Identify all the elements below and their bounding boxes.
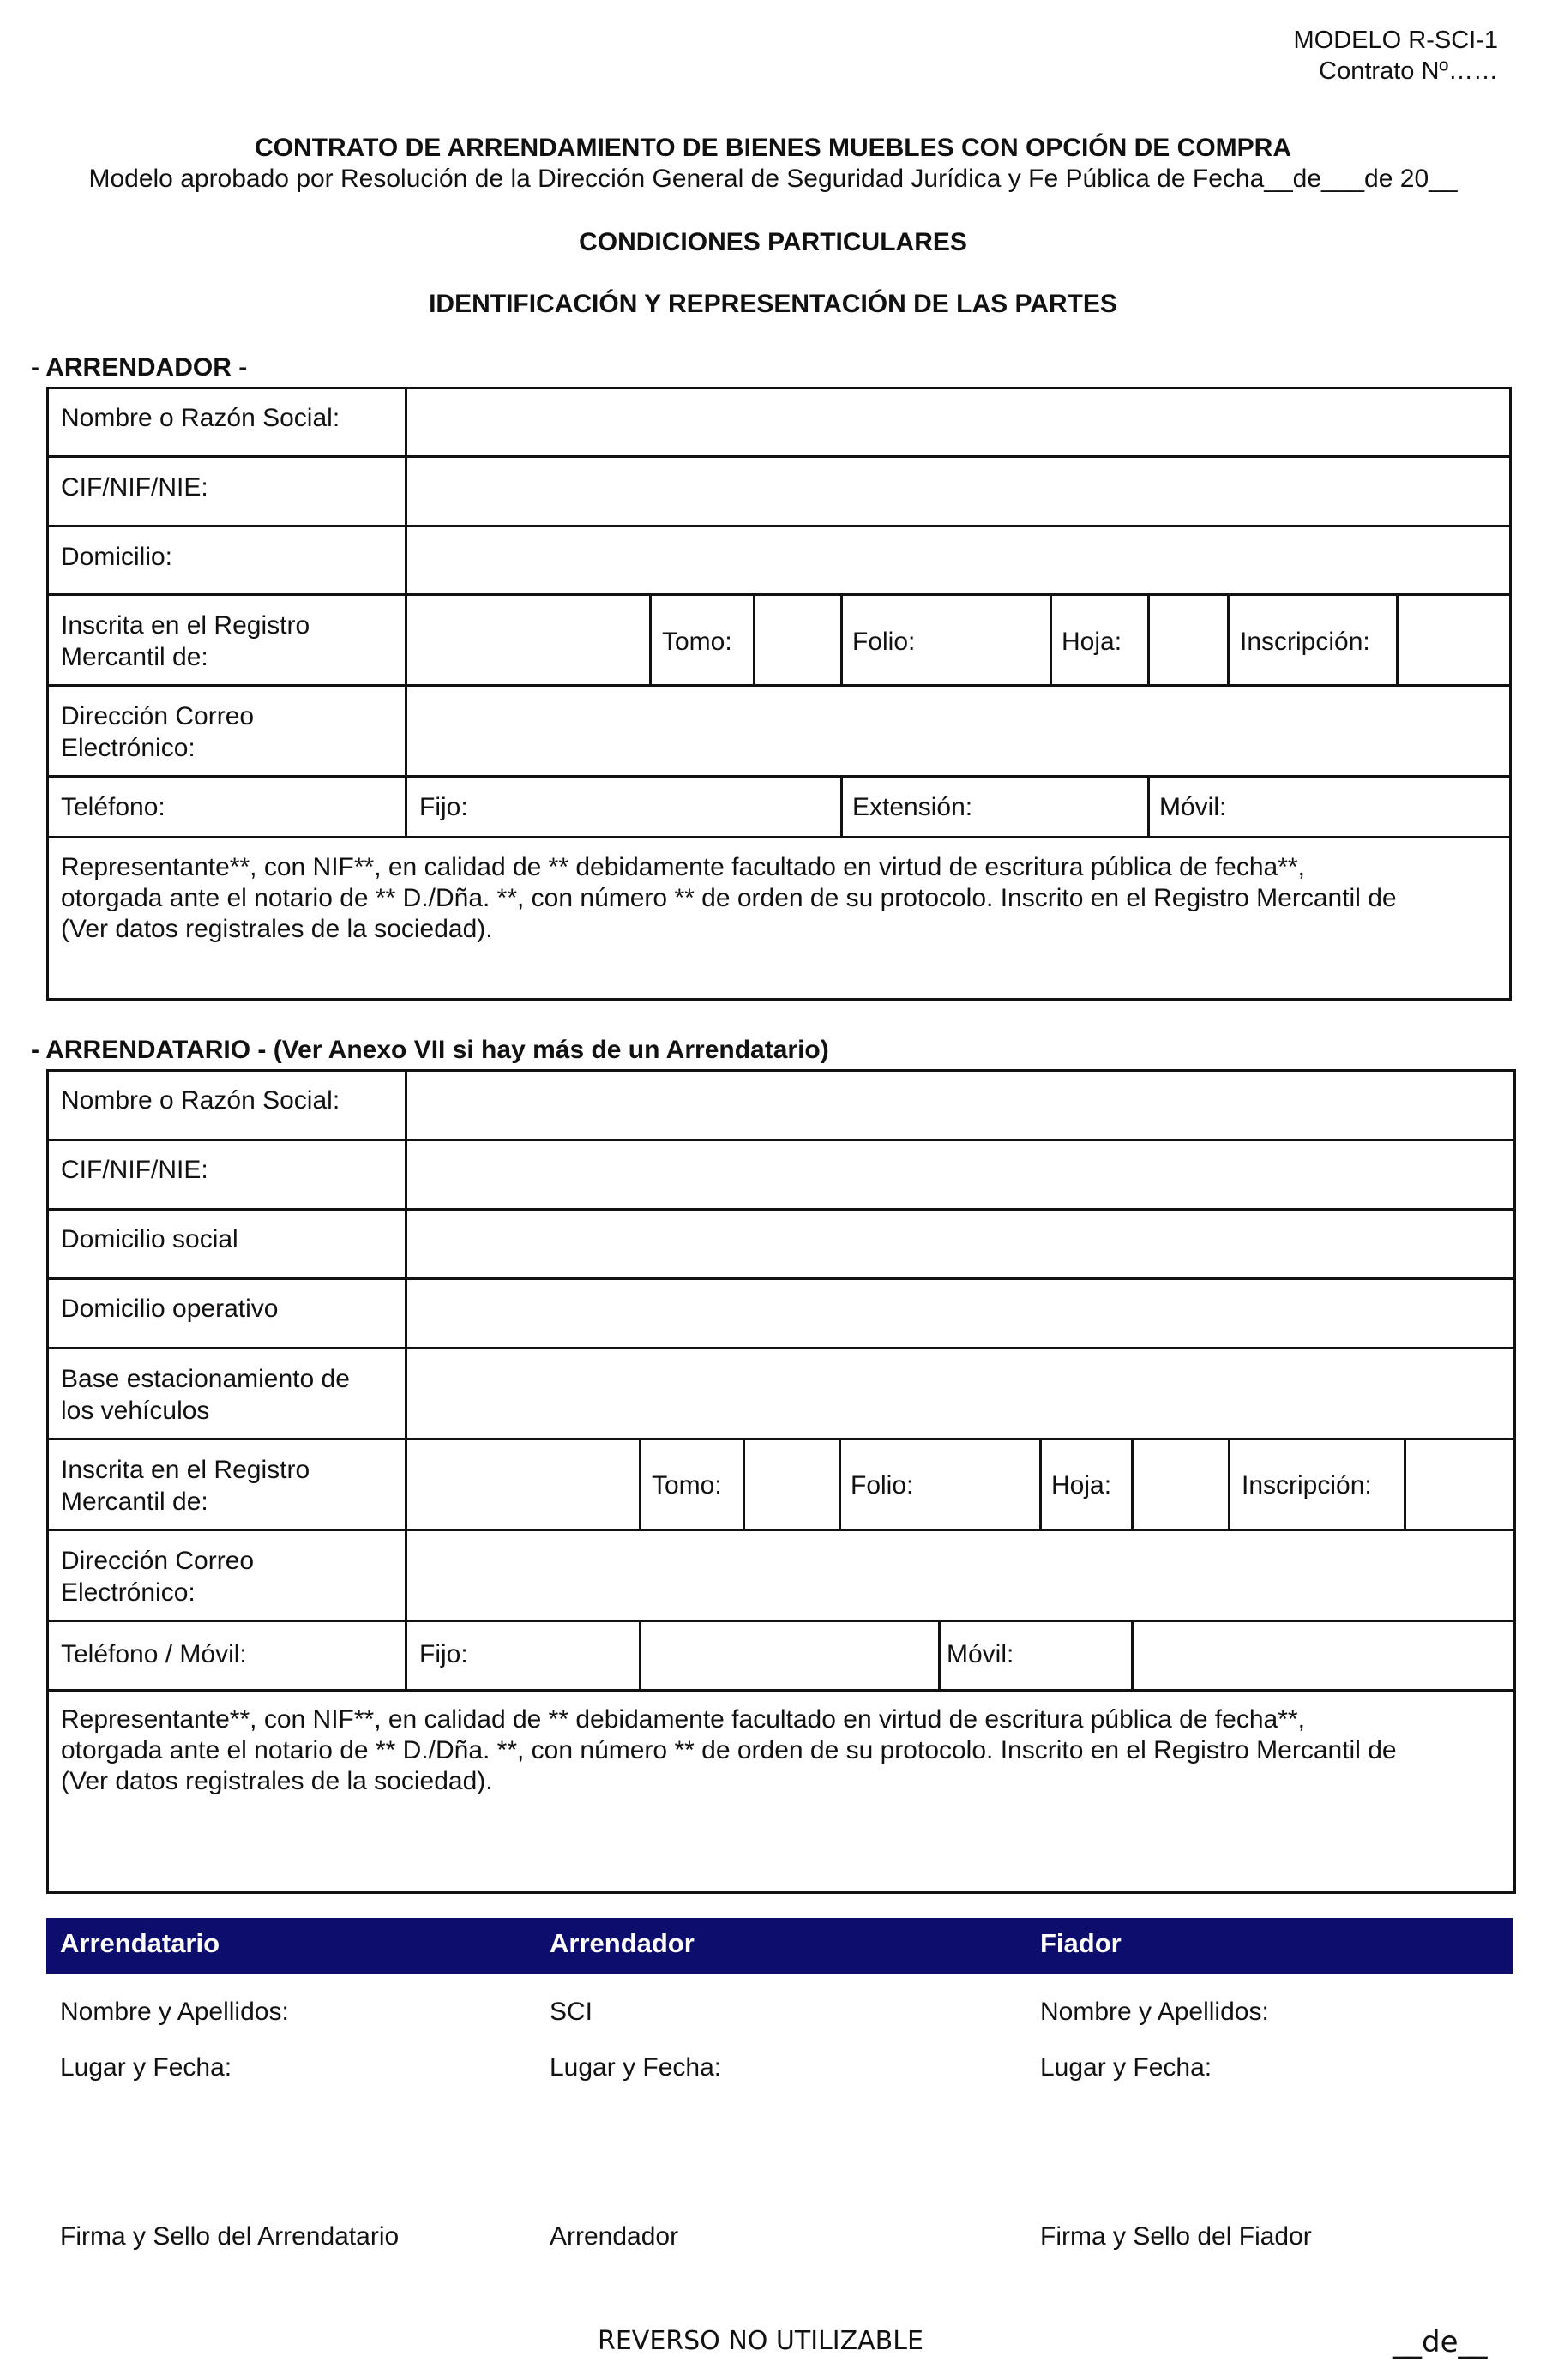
arrendador-folio-label: Folio:: [852, 628, 916, 656]
arrendador-section-label: - ARRENDADOR -: [31, 353, 248, 382]
signature-fiador-sign[interactable]: Firma y Sello del Fiador: [1040, 2222, 1312, 2251]
arrendador-representante-line-2: otorgada ante el notario de ** D./Dña. **, con número ** de orden de su protocolo. Inscrito en el Registro Mercantil de: [61, 884, 1397, 912]
arrendatario-email-field[interactable]: [408, 1531, 1513, 1620]
signature-arrendatario-sign[interactable]: Firma y Sello del Arrendatario: [60, 2222, 400, 2251]
arrendador-tomo-field[interactable]: [755, 596, 840, 684]
arrendador-hoja-field[interactable]: [1150, 596, 1227, 684]
arrendatario-name-label: Nombre o Razón Social:: [61, 1086, 340, 1115]
arrendatario-cif-field[interactable]: [408, 1141, 1513, 1208]
arrendatario-registro-label-1: Inscrita en el Registro: [61, 1456, 310, 1484]
arrendador-domicilio-label: Domicilio:: [61, 543, 173, 571]
arrendador-email-label-1: Dirección Correo: [61, 702, 255, 730]
signature-arrendador-sign[interactable]: Arrendador: [550, 2222, 679, 2251]
arrendador-registro-label-1: Inscrita en el Registro: [61, 611, 310, 640]
identification-heading: IDENTIFICACIÓN Y REPRESENTACIÓN DE LAS PARTES: [429, 290, 1117, 318]
arrendador-movil-field[interactable]: Móvil:: [1159, 793, 1227, 821]
conditions-heading: CONDICIONES PARTICULARES: [579, 228, 967, 256]
signature-col-arrendador-heading: Arrendador: [550, 1928, 695, 1958]
arrendatario-tomo-label: Tomo:: [652, 1471, 722, 1500]
arrendador-representante-line-1: Representante**, con NIF**, en calidad de ** debidamente facultado en virtud de escritura pública de fecha**,: [61, 853, 1305, 881]
arrendatario-movil-label: Móvil:: [947, 1640, 1014, 1668]
arrendatario-base-field[interactable]: [408, 1349, 1513, 1438]
arrendatario-base-label-2: los vehículos: [61, 1397, 210, 1425]
signature-col-arrendatario-heading: Arrendatario: [60, 1928, 220, 1958]
arrendatario-fijo-label: Fijo:: [419, 1640, 468, 1668]
arrendador-email-field[interactable]: [408, 687, 1509, 775]
arrendador-name-label: Nombre o Razón Social:: [61, 404, 340, 432]
arrendatario-domicilio-operativo-label: Domicilio operativo: [61, 1295, 279, 1323]
page-number: __de__: [1393, 2325, 1488, 2359]
arrendador-cif-field[interactable]: [408, 458, 1509, 525]
arrendador-domicilio-field[interactable]: [408, 527, 1509, 593]
arrendatario-fijo-field[interactable]: [641, 1622, 938, 1689]
arrendatario-domicilio-operativo-field[interactable]: [408, 1280, 1513, 1347]
arrendador-cif-label: CIF/NIF/NIE:: [61, 473, 208, 502]
signature-arrendador-name: SCI: [550, 1998, 593, 2026]
arrendatario-section-label: - ARRENDATARIO - (Ver Anexo VII si hay más de un Arrendatario): [31, 1036, 829, 1064]
signature-arrendatario-name[interactable]: Nombre y Apellidos:: [60, 1998, 289, 2026]
arrendatario-hoja-label: Hoja:: [1051, 1471, 1112, 1500]
signature-fiador-place[interactable]: Lugar y Fecha:: [1040, 2053, 1212, 2082]
arrendatario-folio-label: Folio:: [851, 1471, 914, 1500]
arrendador-registro-label-2: Mercantil de:: [61, 643, 208, 671]
arrendador-representante-line-3: (Ver datos registrales de la sociedad).: [61, 915, 493, 943]
arrendador-hoja-label: Hoja:: [1062, 628, 1122, 656]
signature-arrendador-place[interactable]: Lugar y Fecha:: [550, 2053, 722, 2082]
contract-number: Contrato Nº……: [1319, 57, 1498, 85]
arrendatario-inscripcion-field[interactable]: [1406, 1440, 1513, 1529]
arrendador-registro-field[interactable]: [408, 596, 649, 684]
arrendatario-representante-line-1: Representante**, con NIF**, en calidad de ** debidamente facultado en virtud de escritura pública de fecha**,: [61, 1705, 1305, 1734]
arrendador-inscripcion-label: Inscripción:: [1240, 628, 1370, 656]
arrendatario-cif-label: CIF/NIF/NIE:: [61, 1156, 208, 1184]
signature-arrendatario-place[interactable]: Lugar y Fecha:: [60, 2053, 232, 2082]
document-title: CONTRATO DE ARRENDAMIENTO DE BIENES MUEBLES CON OPCIÓN DE COMPRA: [255, 134, 1291, 162]
arrendador-fijo-field[interactable]: Fijo:: [419, 793, 468, 821]
arrendatario-domicilio-social-label: Domicilio social: [61, 1225, 238, 1253]
reverse-notice: REVERSO NO UTILIZABLE: [598, 2326, 923, 2356]
arrendatario-name-field[interactable]: [408, 1072, 1513, 1139]
arrendatario-registro-field[interactable]: [408, 1440, 639, 1529]
arrendador-extension-field[interactable]: Extensión:: [852, 793, 973, 821]
arrendatario-inscripcion-label: Inscripción:: [1242, 1471, 1372, 1500]
arrendatario-email-label-1: Dirección Correo: [61, 1547, 255, 1575]
arrendador-tomo-label: Tomo:: [662, 628, 732, 656]
arrendatario-tomo-field[interactable]: [745, 1440, 839, 1529]
arrendatario-telefono-label: Teléfono / Móvil:: [61, 1640, 247, 1668]
arrendatario-movil-field[interactable]: [1134, 1622, 1513, 1689]
signature-fiador-name[interactable]: Nombre y Apellidos:: [1040, 1998, 1269, 2026]
signature-col-fiador-heading: Fiador: [1040, 1928, 1122, 1958]
arrendatario-hoja-field[interactable]: [1134, 1440, 1228, 1529]
arrendador-name-field[interactable]: [408, 389, 1509, 455]
arrendador-telefono-label: Teléfono:: [61, 793, 165, 821]
arrendador-inscripcion-field[interactable]: [1399, 596, 1509, 684]
arrendatario-registro-label-2: Mercantil de:: [61, 1488, 208, 1516]
arrendatario-representante-line-2: otorgada ante el notario de ** D./Dña. **, con número ** de orden de su protocolo. Inscrito en el Registro Mercantil de: [61, 1736, 1397, 1764]
signature-header-bar: [46, 1918, 1513, 1974]
document-subtitle: Modelo aprobado por Resolución de la Dirección General de Seguridad Jurídica y Fe Pública de Fecha__de___de 20__: [88, 165, 1458, 193]
arrendatario-representante-line-3: (Ver datos registrales de la sociedad).: [61, 1767, 493, 1795]
arrendatario-email-label-2: Electrónico:: [61, 1578, 196, 1607]
arrendatario-base-label-1: Base estacionamiento de: [61, 1365, 350, 1393]
model-code: MODELO R-SCI-1: [1293, 27, 1498, 54]
arrendatario-domicilio-social-field[interactable]: [408, 1211, 1513, 1277]
arrendador-email-label-2: Electrónico:: [61, 734, 196, 762]
